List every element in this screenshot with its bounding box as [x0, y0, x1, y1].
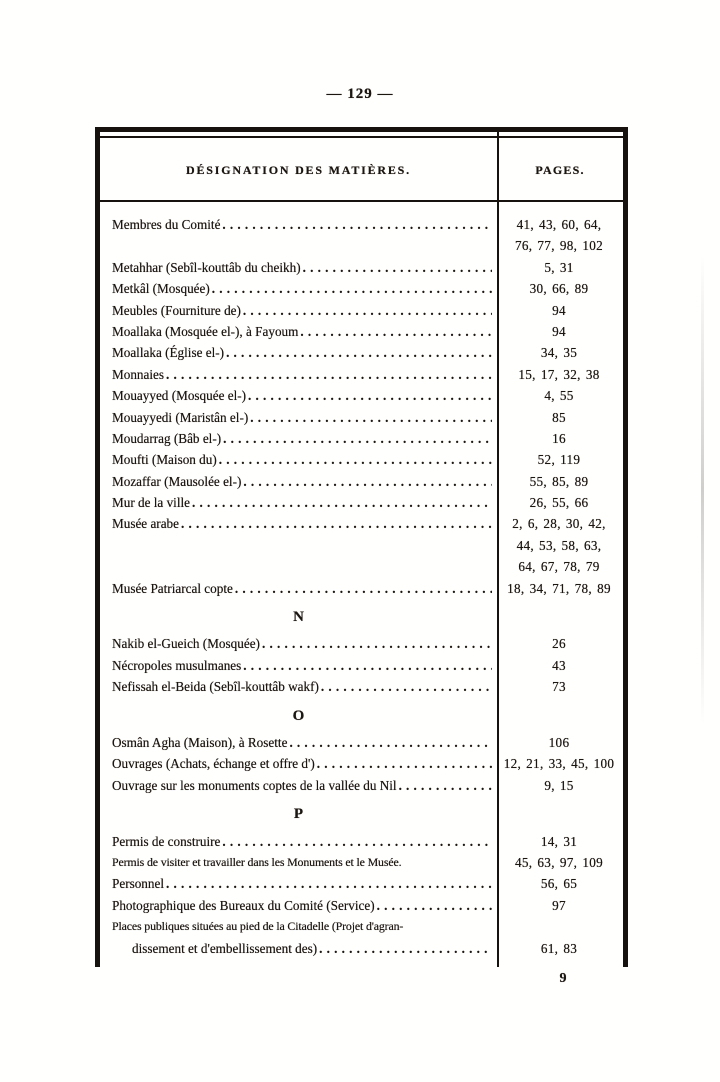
entry-pages: 45, 63, 97, 109 — [514, 854, 604, 870]
entry-label-cell — [100, 321, 497, 342]
index-row — [100, 852, 623, 873]
index-row — [100, 873, 623, 894]
entry-pages: 97 — [552, 897, 566, 913]
entry-label: Photographique des Bureaux du Comité (Service) — [112, 897, 375, 913]
index-row — [100, 471, 623, 492]
index-row — [100, 492, 623, 513]
entry-label-cell — [100, 633, 497, 654]
dot-leader — [221, 428, 492, 449]
dot-leader — [164, 873, 492, 894]
scan-artifact-streak — [701, 255, 704, 725]
index-row-continuation — [100, 556, 623, 577]
index-row — [100, 300, 623, 321]
dot-leader — [241, 300, 492, 321]
section-letter-row — [100, 607, 623, 628]
entry-pages: 12, 21, 33, 45, 100 — [503, 756, 615, 772]
entry-label-cell — [100, 578, 497, 599]
index-row — [100, 428, 623, 449]
index-row — [100, 655, 623, 676]
entry-label-cell — [100, 214, 497, 235]
entry-label: Metkâl (Mosquée) — [112, 281, 210, 297]
entry-label-cell — [100, 775, 497, 796]
dot-leader — [164, 364, 492, 385]
entry-label-cell — [100, 300, 497, 321]
section-letter-row — [100, 706, 623, 727]
entry-label: Meubles (Fourniture de) — [112, 302, 241, 318]
entry-label-cell — [100, 852, 497, 873]
column-header-pages: PAGES. — [535, 162, 585, 177]
entry-label-cell — [100, 278, 497, 299]
index-table — [95, 127, 628, 967]
entry-label-cell — [100, 364, 497, 385]
index-row — [100, 578, 623, 599]
entry-label: Nécropoles musulmanes — [112, 657, 242, 673]
entry-label: Mur de la ville — [112, 495, 191, 511]
entry-label: Personnel — [112, 876, 165, 892]
entry-label: Moallaka (Église el-) — [112, 345, 225, 361]
entry-label-cell — [100, 428, 497, 449]
entry-pages: 15, 17, 32, 38 — [518, 366, 600, 382]
signature-mark: 9 — [559, 971, 567, 986]
dot-leader — [241, 655, 492, 676]
entry-pages: 4, 55 — [544, 388, 574, 404]
section-letter: O — [292, 707, 305, 724]
entry-label-cell — [100, 342, 497, 363]
entry-label: Permis de construire — [112, 833, 221, 849]
entry-pages: 14, 31 — [540, 833, 578, 849]
index-row — [100, 449, 623, 470]
entry-pages: 9, 15 — [544, 777, 574, 793]
entry-label-cell — [100, 407, 497, 428]
dot-leader — [397, 775, 492, 796]
entry-label-cell — [100, 873, 497, 894]
entry-pages: 5, 31 — [544, 259, 574, 275]
dot-leader — [220, 831, 492, 852]
entry-pages: 2, 6, 28, 30, 42, — [512, 516, 606, 532]
entry-pages: 52, 119 — [537, 452, 581, 468]
index-row-continuation — [100, 535, 623, 556]
entry-label-cell — [100, 257, 497, 278]
entry-label-cell — [100, 676, 497, 697]
index-row — [100, 257, 623, 278]
entry-label: Osmân Agha (Maison), à Rosette — [112, 734, 288, 750]
index-row — [100, 676, 623, 697]
entry-pages: 43 — [552, 657, 566, 673]
index-row — [100, 278, 623, 299]
entry-pages: 18, 34, 71, 78, 89 — [507, 580, 611, 596]
section-letter-row — [100, 804, 623, 825]
dot-leader — [220, 214, 492, 235]
table-header-row — [100, 132, 623, 202]
entry-label: Mozaffar (Mausolée el-) — [112, 473, 242, 489]
entry-label: Nefissah el-Beida (Sebîl-kouttâb wakf) — [112, 679, 319, 695]
entry-label: Musée Patriarcal copte — [112, 580, 233, 596]
entry-pages — [497, 916, 623, 937]
index-row — [100, 753, 623, 774]
dot-leader — [224, 342, 492, 363]
dot-leader — [233, 578, 492, 599]
entry-pages: 55, 85, 89 — [529, 473, 589, 489]
entry-label-cell — [100, 449, 497, 470]
entry-label-cell — [100, 235, 497, 256]
entry-pages: 34, 35 — [540, 345, 578, 361]
index-row — [100, 732, 623, 753]
index-row-continuation — [100, 235, 623, 256]
entry-label: Ouvrage sur les monuments coptes de la vallée du Nil — [112, 777, 397, 793]
dot-leader — [179, 513, 492, 534]
index-row — [100, 407, 623, 428]
dot-leader — [241, 471, 492, 492]
entry-label-cell — [100, 916, 497, 937]
entry-pages: 56, 65 — [540, 876, 578, 892]
dot-leader — [301, 257, 492, 278]
entry-pages: 41, 43, 60, 64, — [516, 217, 602, 232]
entry-label: Musée arabe — [112, 516, 179, 532]
index-row — [100, 385, 623, 406]
entry-label-cell — [100, 732, 497, 753]
index-row-wrapped-second-line — [100, 938, 623, 959]
entry-label: Mouayyedi (Maristân el-) — [112, 409, 249, 425]
entry-label-cell — [100, 385, 497, 406]
entry-label: Metahhar (Sebîl-kouttâb du cheikh) — [112, 259, 301, 275]
entry-label-cell — [100, 556, 497, 577]
entry-label-cell — [100, 535, 497, 556]
entry-pages: 94 — [552, 323, 566, 339]
dot-leader — [260, 633, 492, 654]
dot-leader — [375, 895, 492, 916]
entry-label-cell — [100, 895, 497, 916]
entry-label: Permis de visiter et travailler dans les Monuments et le Musée. — [112, 854, 402, 869]
entry-label: Membres du Comité — [112, 217, 221, 232]
index-row — [100, 831, 623, 852]
entry-pages: 30, 66, 89 — [529, 281, 589, 297]
index-row — [100, 513, 623, 534]
dot-leader — [217, 449, 492, 470]
entry-label-cell — [100, 831, 497, 852]
page-number: — 129 — — [326, 86, 394, 102]
entry-pages: 94 — [552, 302, 566, 318]
entry-label-cell — [100, 492, 497, 513]
entry-label-cell — [100, 655, 497, 676]
section-letter: P — [293, 806, 304, 823]
section-letter: N — [293, 609, 304, 626]
entry-pages: 26, 55, 66 — [529, 495, 589, 511]
index-row — [100, 633, 623, 654]
entry-pages: 64, 67, 78, 79 — [518, 559, 600, 575]
entry-pages: 106 — [548, 734, 570, 750]
entry-label: Ouvrages (Achats, échange et offre d') — [112, 756, 315, 772]
entry-pages: 44, 53, 58, 63, — [516, 537, 602, 553]
entry-pages: 26 — [552, 636, 566, 652]
dot-leader — [317, 938, 492, 959]
dot-leader — [319, 676, 492, 697]
index-row — [100, 342, 623, 363]
entry-pages: 85 — [552, 409, 566, 425]
table-body — [100, 202, 623, 959]
entry-pages: 61, 83 — [540, 940, 578, 956]
entry-label: Moallaka (Mosquée el-), à Fayoum — [112, 323, 299, 339]
entry-label-cell — [100, 753, 497, 774]
index-row — [100, 364, 623, 385]
index-row — [100, 214, 623, 235]
entry-label: Places publiques situées au pied de la Citadelle (Projet d'agran- — [112, 919, 404, 934]
index-row — [100, 775, 623, 796]
entry-label: Mouayyed (Mosquée el-) — [112, 388, 247, 404]
entry-pages: 76, 77, 98, 102 — [514, 238, 604, 254]
dot-leader — [315, 753, 492, 774]
column-header-designation: DÉSIGNATION DES MATIÈRES. — [186, 162, 411, 177]
dot-leader — [287, 732, 492, 753]
entry-pages: 16 — [552, 430, 566, 446]
index-row-wrapped-first-line — [100, 916, 623, 937]
entry-label: Moufti (Maison du) — [112, 452, 217, 468]
entry-pages: 73 — [552, 679, 566, 695]
entry-label: Nakib el-Gueich (Mosquée) — [112, 636, 260, 652]
dot-leader — [298, 321, 492, 342]
dot-leader — [246, 385, 492, 406]
entry-label-cell — [100, 513, 497, 534]
entry-label: dissement et d'embellissement des) — [132, 940, 318, 956]
index-row — [100, 895, 623, 916]
entry-label: Monnaies — [112, 366, 165, 382]
entry-label-cell — [100, 471, 497, 492]
dot-leader — [248, 407, 492, 428]
dot-leader — [190, 492, 492, 513]
dot-leader — [210, 278, 492, 299]
index-row — [100, 321, 623, 342]
entry-label-cell — [100, 938, 497, 959]
entry-label: Moudarrag (Bâb el-) — [112, 430, 222, 446]
